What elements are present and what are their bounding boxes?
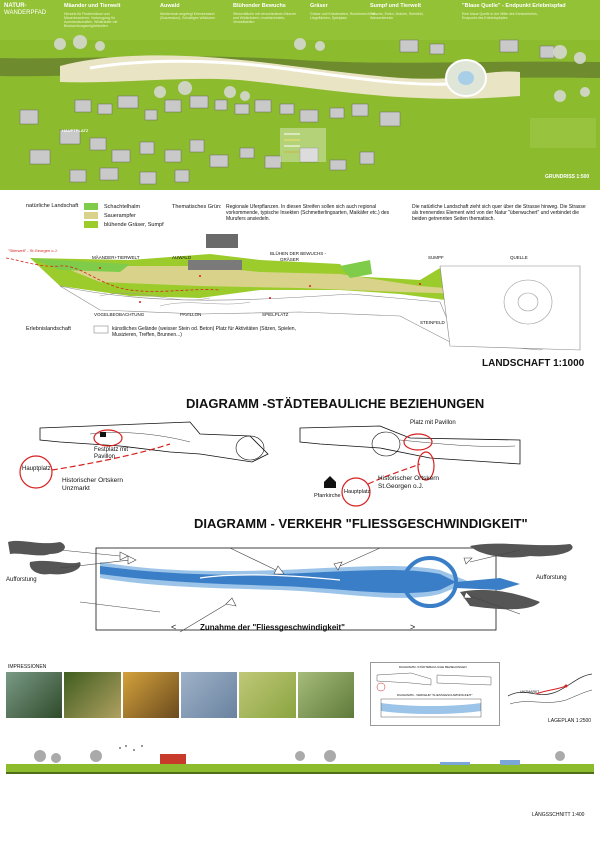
column-text-sumpf: Frösche, Enten, Molche, Steinfeld, Wasserbereich — [370, 12, 424, 20]
panel-title — [4, 3, 46, 17]
section-title: LÄNGSSCHNITT 1:400 — [532, 812, 585, 818]
mini-diag2-title: DIAGRAMM - VERKEHR "FLIESSGESCHWINDIGKEIT" — [397, 693, 473, 697]
legend-label-graeser: blühende Gräser, Sumpf — [104, 222, 164, 228]
label-ortskern-right-1: Historischer Ortskern — [378, 475, 440, 482]
column-text-graeser: Gräser und Kräuterarten, Ruhebereich mit Liegeflächen, Spielplatz — [310, 12, 376, 20]
column-text-bluehend: Wiesenfläche mit verschiedenen Blumen und Wildkräutern, Insektenhotels, Verweilstellen — [233, 12, 297, 24]
experience-landscape-text: künstliches Gelände (weisser Stein od. Beton) Platz für Aktivitäten (Sitzen, Spielen, Musizieren, Treffen, Brunnen...) — [112, 326, 296, 338]
legend-label-schachtelhalm: Schachtelhalm — [104, 204, 141, 210]
site-plan-panel — [0, 0, 600, 190]
impression-photo-5 — [239, 672, 295, 718]
lageplan-title: LAGEPLAN 1:2500 — [548, 718, 592, 724]
label-platz-pavillon: Platz mit Pavillon — [410, 420, 456, 426]
label-graeser: GRÄSER — [280, 257, 300, 262]
label-ortskern-left-1: Historischer Ortskern — [62, 477, 124, 484]
diagram1-title: DIAGRAMM -STÄDTEBAULICHE BEZIEHUNGEN — [186, 396, 485, 411]
column-title-sumpf: Sumpf und Tierwelt — [370, 3, 421, 9]
section-drawing — [0, 738, 600, 818]
legend-section — [0, 190, 600, 250]
column-text-auwald: Weidenhain angelegt Erlenbestand (Sukzession), Schattiges Wäldchen — [160, 12, 216, 20]
impression-photo-6 — [298, 672, 354, 718]
arrow-right-symbol: > — [410, 622, 416, 632]
label-pfarrkirche: Pfarrkirche — [314, 493, 341, 499]
legend-swatch-schachtelhalm — [84, 203, 98, 210]
legend-label-sauerampfer: Sauerampfer — [104, 213, 136, 219]
label-aufforstung-left: Aufforstung — [6, 577, 37, 583]
diagram2-title: DIAGRAMM - VERKEHR "FLIESSGESCHWINDIGKEIT" — [194, 516, 528, 531]
label-maeander: MÄANDER+TIERWELT — [92, 255, 140, 260]
arrow-left-symbol: < — [171, 622, 177, 632]
label-festplatz: Festplatz mit Pavillon — [94, 447, 129, 460]
lageplan-map — [506, 666, 594, 716]
label-hauptplatz-right: Hauptplatz — [344, 489, 371, 495]
label-aufforstung-right: Aufforstung — [536, 575, 567, 581]
label-ortskern-left-2: Unzmarkt — [62, 485, 90, 492]
column-text-maeander: Hinweis für Fledermäuse und Mauerbewohner, Vorbeugung für Auenlandschaften, Wildkräuter mit Beobachtungsmöglichkeiten — [64, 12, 118, 28]
label-sumpf: SUMPF — [428, 255, 444, 260]
label-ortskern-right-2: St.Georgen o.J. — [378, 483, 424, 490]
label-bluehen: BLÜHEN DER BEWUCHS - — [270, 251, 327, 256]
legend-swatch-sauerampfer — [84, 212, 98, 219]
column-title-maeander: Mäander und Tierwelt — [64, 3, 121, 9]
column-text-quelle: Eine blaue Quelle in der Mitte des Kreisverkehrs, Endpunkt des Erlebnispfades — [462, 12, 538, 20]
diagram2 — [0, 532, 600, 642]
impression-photo-1 — [6, 672, 62, 718]
thematic-title: Thematisches Grün: — [172, 204, 222, 210]
legend-swatch-graeser — [84, 221, 98, 228]
label-spielplatz: SPIELPLATZ — [262, 312, 289, 317]
impression-photo-4 — [181, 672, 237, 718]
street-text: Die natürliche Landschaft zieht sich quer über die Strasse hinweg. Die Strasse als trennendes Element wird von der Natur "überwuchert" und verbindet die beiden getrennten Seiten thematisch. — [412, 204, 586, 222]
label-pavillon: PAVILLON — [180, 312, 202, 317]
experience-landscape-label: Erlebnislandschaft — [26, 326, 71, 332]
label-hauptplatz-left: Hauptplatz — [22, 466, 51, 472]
diagram1 — [0, 414, 600, 510]
hauptplatz-label: HAUPTPLATZ — [62, 128, 89, 133]
grundriss-label: GRUNDRISS 1:500 — [545, 174, 590, 180]
longitudinal-section — [0, 738, 600, 818]
impression-photo-2 — [64, 672, 120, 718]
impressions-title: IMPRESSIONEN — [8, 664, 47, 670]
label-auwald: AUWALD — [172, 255, 192, 260]
landscape-title: LANDSCHAFT 1:1000 — [482, 358, 585, 369]
label-quelle: QUELLE — [510, 255, 528, 260]
legend-natural-landscape: natürliche Landschaft — [26, 203, 79, 209]
panel-title-line1: NATUR- — [4, 3, 27, 9]
mini-diag1-title: DIAGRAMM -STÄDTEBAULICHE BEZIEHUNGEN — [399, 665, 467, 669]
panel-title-line2: WANDERPFAD — [4, 10, 47, 16]
label-vogel: VOGELBEOBACHTUNG — [94, 312, 145, 317]
column-title-quelle: "Blaue Quelle" - Endpunkt Erlebnispfad — [462, 3, 566, 9]
landscape-plan — [0, 246, 600, 376]
impression-photo-3 — [123, 672, 179, 718]
label-steinfeld: STEINFELD — [420, 320, 445, 325]
mini-diagrams — [370, 662, 500, 726]
column-title-bluehend: Blühender Bewuchs — [233, 3, 286, 9]
impressions-strip — [6, 672, 354, 718]
lageplan-unzmarkt: UNZMARKT — [520, 690, 540, 694]
landscape-plan-drawing — [0, 246, 600, 376]
column-title-graeser: Gräser — [310, 3, 328, 9]
label-stierwelt: "Stierwelt" - St.Georgen o.J. — [8, 248, 58, 253]
site-plan-drawing — [0, 0, 600, 190]
diagram2-caption: Zunahme der "Fliessgeschwindigkeit" — [200, 623, 345, 632]
column-title-auwald: Auwald — [160, 3, 180, 9]
thematic-text: Regionale Uferpflanzen. In diesen Streifen sollen sich auch regional vorkommende, typische Insekten (Schmetterlingsarten, Maikäfer etc.) des Murufers ansiedeln. — [226, 204, 390, 222]
diagram1-drawing — [0, 414, 600, 510]
